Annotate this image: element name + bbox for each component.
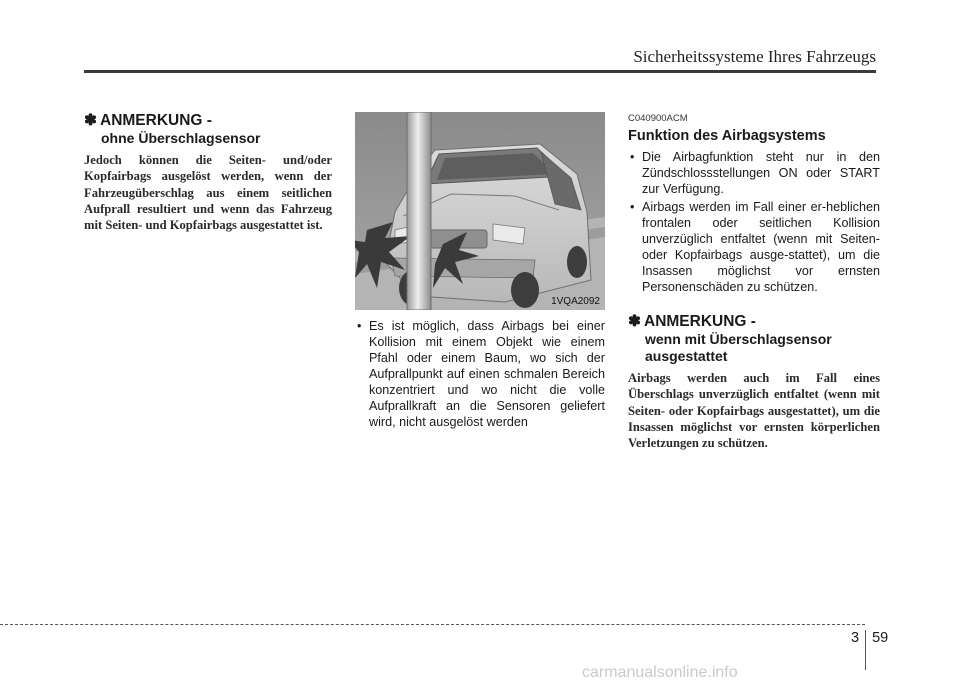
note-subheading: wenn mit Überschlagsensor ausgestattet <box>645 331 832 364</box>
middle-bullet-list <box>355 318 605 430</box>
footer-rule <box>0 624 865 625</box>
note-body: Jedoch können die Seiten- und/oder Kopfairbags ausgelöst werden, wenn der Fahrzeugüberschlag aus einem seitlichen Aufprall resultiert und wenn das Fahrzeug mit Seiten- und Kopfairbags ausgestattet ist. <box>84 153 332 233</box>
watermark: carmanualsonline.info <box>582 664 738 681</box>
page-number <box>851 630 888 670</box>
list-item: • Die Airbagfunktion steht nur in den Zündschlossstellungen ON oder START zur Verfügung. <box>628 149 880 197</box>
list-item: • Airbags werden im Fall einer er-heblichen frontalen oder seitlichen Kollision unverzüglich entfaltet (wenn mit Seiten- oder Kopfairbags ausge-stattet), um die Insassen möglichst vor ernsten Personenschäden zu schützen. <box>628 199 880 295</box>
note-heading-text: ANMERKUNG - <box>644 313 756 330</box>
note-star-icon: ✽ <box>628 313 641 330</box>
car-pole-illustration <box>355 112 605 310</box>
middle-column <box>355 112 605 432</box>
page-number-separator <box>865 630 866 670</box>
chapter-number: 3 <box>851 630 860 646</box>
section-title: Funktion des Airbagsystems <box>628 128 826 144</box>
left-column <box>84 112 332 233</box>
note-star-icon: ✽ <box>84 112 97 129</box>
note-body: Airbags werden auch im Fall eines Überschlags unverzüglich entfaltet (wenn mit Seiten- oder Kopfairbags ausgestattet), um die Insassen möglichst vor ernsten körperlichen Verletzungen zu schützen. <box>628 371 880 451</box>
airbag-pole-figure <box>355 112 605 310</box>
page-header-title: Sicherheitssysteme Ihres Fahrzeugs <box>633 47 876 66</box>
header-rule <box>84 70 876 73</box>
right-bullet-list <box>628 149 880 295</box>
right-column <box>628 112 880 451</box>
note-heading <box>628 313 880 331</box>
note-heading-text: ANMERKUNG - <box>100 112 212 129</box>
list-item: • Es ist möglich, dass Airbags bei einer Kollision mit einem Objekt wie einem Pfahl oder einem Baum, wo sich der Aufprallpunkt auf einen schmalen Bereich konzentriert und wo nicht die volle Aufprallkraft an die Sensoren geliefert wird, nicht ausgelöst werden <box>355 318 605 430</box>
page-number-value: 59 <box>872 630 889 646</box>
section-code: C040900ACM <box>628 113 688 124</box>
figure-label: 1VQA2092 <box>551 296 600 307</box>
note-heading <box>84 112 332 130</box>
note-subheading: ohne Überschlagsensor <box>101 130 261 146</box>
